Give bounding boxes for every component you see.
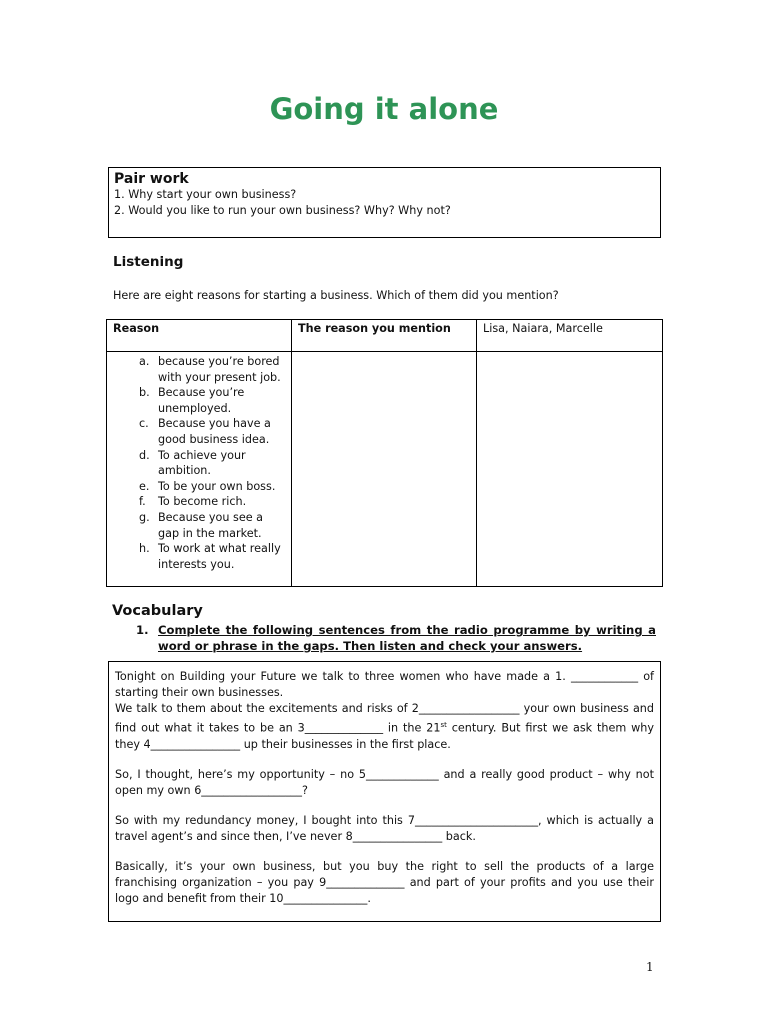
list-item (113, 479, 285, 495)
list-item-letter: f. (139, 495, 146, 509)
list-item-text: To be your own boss. (158, 479, 276, 493)
paragraph-1b-start: We talk to them about the excitements and risks of 2__________________ your own business and find out what it takes to be an 3______________ in the 21 (115, 702, 654, 735)
instruction-text: Complete the following sentences from the radio programme by writing a word or phrase in the gaps. Then listen and check your answers. (158, 623, 656, 653)
reasons-cell (107, 352, 292, 587)
list-item-letter: h. (139, 542, 150, 556)
list-item-text: Because you see a gap in the market. (158, 510, 264, 540)
list-item-text: Because you have a good business idea. (158, 417, 271, 446)
list-item-letter: c. (139, 417, 149, 431)
pair-work-heading: Pair work (114, 171, 189, 187)
ordinal-suffix: st (440, 721, 447, 729)
pair-work-question-1: 1. Why start your own business? (114, 188, 297, 201)
list-item-text: because you’re bored with your present job. (158, 355, 281, 384)
page-title: Going it alone (269, 92, 499, 126)
list-item (113, 510, 285, 541)
list-item (113, 448, 285, 479)
list-item-text: To work at what really interests you. (158, 542, 281, 571)
page-number: 1 (646, 960, 654, 974)
list-item-letter: a. (139, 355, 150, 368)
names-cell[interactable] (477, 352, 663, 587)
pair-work-box (108, 167, 661, 238)
gap-fill-box (108, 661, 661, 922)
instruction-number: 1. (136, 623, 149, 637)
list-item-letter: d. (139, 448, 150, 462)
column-header-names: Lisa, Naiara, Marcelle (477, 320, 663, 352)
reason-mentioned-cell[interactable] (292, 352, 477, 587)
list-item (113, 541, 285, 572)
listening-instruction: Here are eight reasons for starting a business. Which of them did you mention? (113, 289, 559, 302)
column-header-reason-mentioned: The reason you mention (292, 320, 477, 352)
list-item (113, 416, 285, 447)
list-item (113, 494, 285, 510)
list-item (113, 385, 285, 416)
list-item-text: To become rich. (158, 495, 247, 509)
gap-fill-paragraph-4: Basically, it’s your own business, but you buy the right to sell the products of a large franchising organization – you pay 9______________ and part of your profits and you use their logo and benefit from their 10_______________. (115, 859, 654, 905)
list-item-letter: e. (139, 479, 150, 493)
table-header-row (107, 320, 663, 352)
list-item-text: To achieve your ambition. (158, 448, 246, 478)
listening-heading: Listening (113, 254, 184, 270)
reason-list (113, 354, 285, 572)
gap-fill-paragraph-1a: Tonight on Building your Future we talk to three women who have made a 1. ____________ of starting their own businesses. (115, 670, 654, 699)
gap-fill-paragraph-3: So with my redundancy money, I bought into this 7______________________, which is actually a travel agent’s and since then, I’ve never 8________________ back. (115, 813, 654, 843)
pair-work-question-2: 2. Would you like to run your own business? Why? Why not? (114, 204, 451, 217)
table-row (107, 352, 663, 587)
gap-fill-paragraph-2: So, I thought, here’s my opportunity – no 5_____________ and a really good product – why not open my own 6__________________? (115, 767, 654, 797)
list-item-text: Because you’re unemployed. (158, 386, 245, 415)
reasons-table (106, 319, 663, 587)
gap-fill-paragraph-1b (115, 701, 654, 753)
vocabulary-heading: Vocabulary (112, 603, 203, 619)
paragraph-1b-end: century. But first we ask them why they 4________________ up their businesses in the first place. (115, 721, 654, 751)
list-item-letter: g. (139, 510, 150, 524)
list-item (113, 354, 285, 385)
vocabulary-instruction (136, 622, 656, 654)
list-item-letter: b. (139, 386, 150, 400)
column-header-reason: Reason (107, 320, 292, 352)
